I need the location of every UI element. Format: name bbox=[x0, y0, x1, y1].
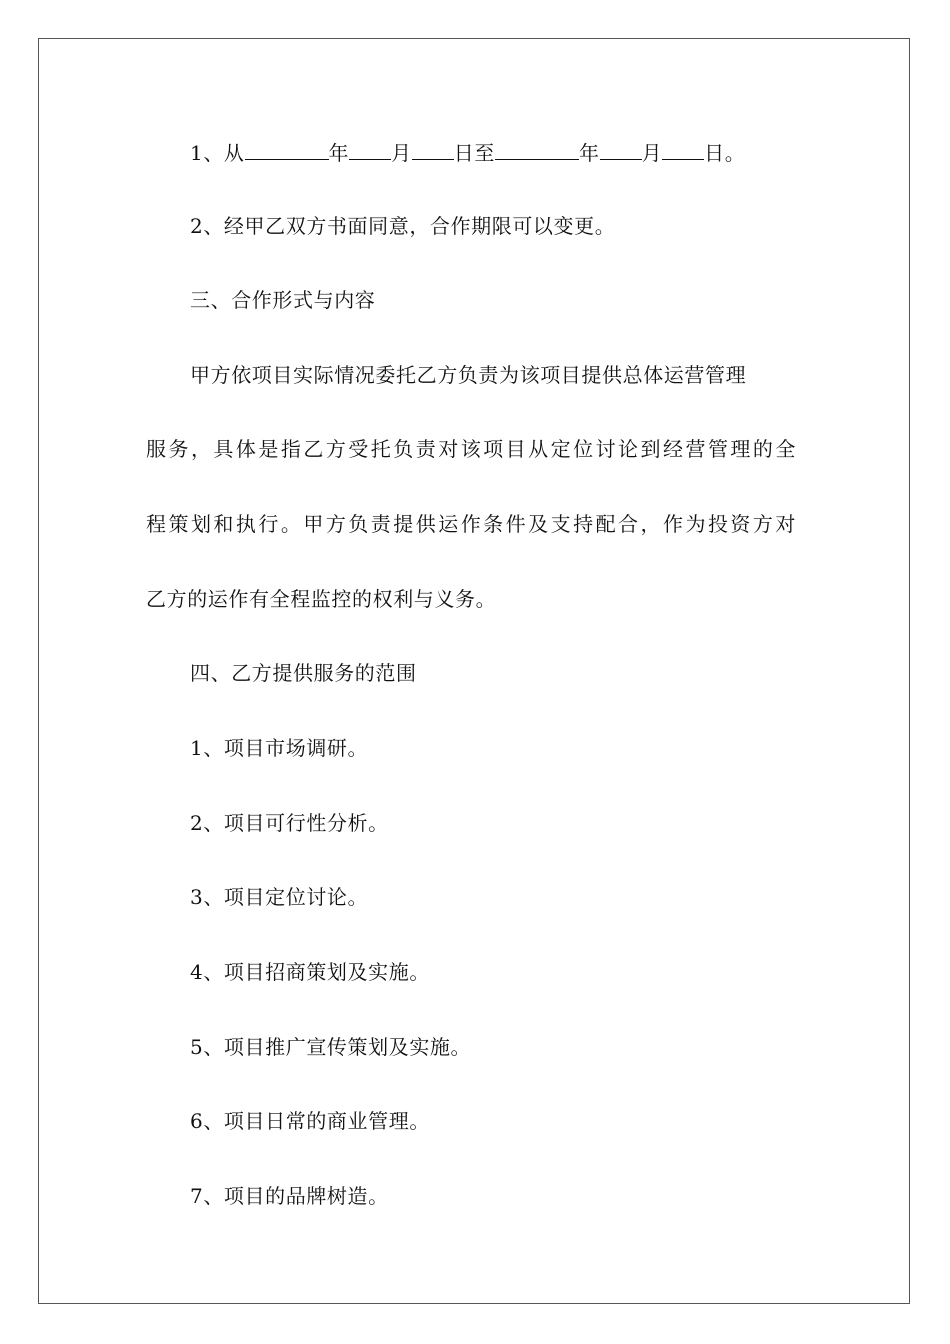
list-item: 6、项目日常的商业管理。 bbox=[190, 1109, 430, 1133]
list-item: 3、项目定位讨论。 bbox=[190, 885, 369, 909]
start-month-label: 月 bbox=[391, 141, 412, 165]
period-prefix: 1、从 bbox=[190, 141, 245, 165]
start-year-label: 年 bbox=[328, 141, 350, 165]
list-item: 5、项目推广宣传策划及实施。 bbox=[190, 1035, 472, 1059]
end-year-blank bbox=[495, 139, 579, 160]
period-change-paragraph: 2、经甲乙双方书面同意，合作期限可以变更。 bbox=[190, 214, 616, 238]
list-item: 2、项目可行性分析。 bbox=[190, 811, 389, 835]
section-3-body-line-4: 乙方的运作有全程监控的权利与义务。 bbox=[146, 587, 497, 611]
section-3-body-line-3: 程策划和执行。甲方负责提供运作条件及支持配合，作为投资方对 bbox=[146, 512, 796, 536]
section-3-heading: 三、合作形式与内容 bbox=[190, 288, 376, 312]
cooperation-period-line bbox=[190, 139, 840, 167]
start-year-blank bbox=[245, 139, 329, 160]
start-month-blank bbox=[349, 139, 391, 160]
list-item: 1、项目市场调研。 bbox=[190, 736, 369, 760]
start-day-blank bbox=[412, 139, 454, 160]
list-item: 4、项目招商策划及实施。 bbox=[190, 960, 430, 984]
end-day-label: 日。 bbox=[704, 141, 746, 165]
end-month-blank bbox=[600, 139, 642, 160]
start-day-label: 日至 bbox=[453, 141, 495, 165]
section-3-body-line-2: 服务，具体是指乙方受托负责对该项目从定位讨论到经营管理的全 bbox=[146, 437, 796, 461]
end-day-blank bbox=[662, 139, 704, 160]
end-year-label: 年 bbox=[578, 141, 600, 165]
end-month-label: 月 bbox=[641, 141, 663, 165]
section-3-body-line-1: 甲方依项目实际情况委托乙方负责为该项目提供总体运营管理 bbox=[190, 363, 747, 387]
section-4-heading: 四、乙方提供服务的范围 bbox=[190, 661, 417, 685]
list-item: 7、项目的品牌树造。 bbox=[190, 1184, 389, 1208]
